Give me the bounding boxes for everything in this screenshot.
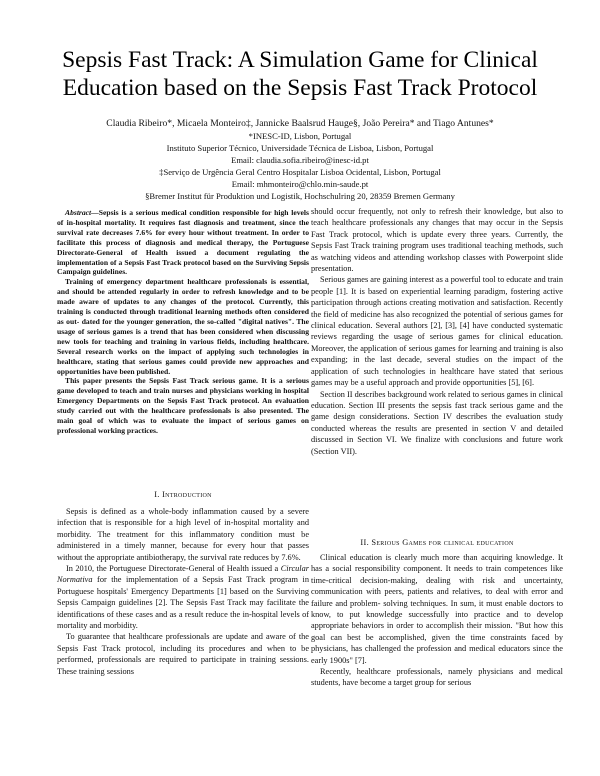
right-paragraph-3: Section II describes background work related to serious games in clinical education. Section III presents the sepsis fast track serious game and the game design considerations. Section IV describes the evaluation study conducted whereas the results are presented in section V and detailed discussed in Section VI. We finalize with conclusions and future work (Section VII). <box>311 389 563 456</box>
section2-paragraph-1: Clinical education is clearly much more than acquiring knowledge. It has a social responsibility component. It needs to train competences like time-critical decision-making, dealing with risk and uncertainty, communication with peers, patients and relatives, to deal with error and failure and problem- solving techniques. In sum, it must enable doctors to know, to put knowledge successfully into practice and to develop appropriate behaviors in order to accomplish their mission. "But how this goal can best be accomplished, given the time constraints faced by physicians, has challenged the profession and medical educators since the early 1900s" [7]. <box>311 553 563 665</box>
left-column <box>57 208 309 436</box>
right-column <box>311 206 563 457</box>
intro-paragraph-2 <box>57 563 309 631</box>
affiliation-chlo: ‡Serviço de Urgência Geral Centro Hospitalar Lisboa Ocidental, Lisbon, Portugal <box>159 167 441 177</box>
author-list: Claudia Ribeiro*, Micaela Monteiro‡, Jannicke Baalsrud Hauge§, João Pereira* and Tiago Antunes* <box>106 118 494 129</box>
abstract-paragraph-3: This paper presents the Sepsis Fast Track serious game. It is a serious game developed to teach and train nurses and physicians working in hospital Emergency Departments on the Sepsis Fast Track protocol. An evaluation study carried out with the healthcare professionals is also presented. The main goal of which was to evaluate the impact of serious games on professional working practices. <box>57 376 309 435</box>
intro-p2-end: for the implementation of a Sepsis Fast Track program in Portuguese hospitals' Emergency Departments [1] based on the Surviving Sepsis Campaign guidelines [2]. The Sepsis Fast Track may facilitate the identifications of these cases and as a result reduce the in-hospital levels of mortality and morbidity. <box>57 575 309 631</box>
abstract-label: Abstract <box>65 208 92 217</box>
email-ribeiro: Email: claudia.sofia.ribeiro@inesc-id.pt <box>231 155 369 165</box>
affiliation-bremen: §Bremer Institut für Produktion und Logistik, Hochschulring 20, 28359 Bremen Germany <box>145 191 455 201</box>
abstract-paragraph-2: Training of emergency department healthcare professionals is essential, and should be attended regularly in order to refresh knowledge and to be made aware of updates to any changes of the protocol. Currently, this training is conducted through traditional learning methods often considered as out- dated for the younger generation, the so-called "digital natives". The usage of serious games is a trend that has been considered when discussing new tools for teaching and training in various fields, including healthcare. Several research works on the impact of applying such technologies in healthcare, stating that serious games could provide new approaches and opportunities have been published. <box>57 277 309 376</box>
title-line-2: Education based on the Sepsis Fast Track Protocol <box>62 75 538 101</box>
intro-p2-start: In 2010, the Portuguese Directorate-General of Health issued a <box>66 564 281 574</box>
left-column-introduction <box>57 489 309 677</box>
paper-title <box>30 46 570 102</box>
right-column-section-2 <box>311 537 563 689</box>
section2-paragraph-2: Recently, healthcare professionals, namely physicians and medical students, have become a target group for serious <box>311 667 563 688</box>
affiliation-ist: Instituto Superior Técnico, Universidade Técnica de Lisboa, Lisbon, Portugal <box>166 143 434 153</box>
abstract-paragraph-1 <box>57 208 309 277</box>
circular-normativa-term: Circular Normativa <box>57 564 309 585</box>
intro-paragraph-1: Sepsis is defined as a whole-body inflammation caused by a severe infection that is responsible for a high level of in-hospital mortality and morbidity. The treatment for this inflammatory condition must be administered in a timely manner, because for every hour that passes without the appropriate antibiotherapy, the survival rate reduces by 7.6%. <box>57 507 309 562</box>
email-monteiro: Email: mhmonteiro@chlo.min-saude.pt <box>231 179 369 189</box>
affiliation-inesc: *INESC-ID, Lisbon, Portugal <box>248 131 352 141</box>
right-paragraph-2: Serious games are gaining interest as a powerful tool to educate and train people [1]. It is based on experiential learning paradigm, fostering active participation through actions creating motivation and satisfaction. Recently the field of medicine has also recognized the potential of serious games for clinical education. Several authors [2], [3], [4] have conducted systematic reviews regarding the usage of serious games for clinical education. Moreover, the application of serious games for learning and training is also expanding; in the last decade, several studies on the impact of the application of such technologies in healthcare have stated that serious games may be a useful approach and provide opportunities [5], [6]. <box>311 275 563 388</box>
right-paragraph-1: should occur frequently, not only to refresh their knowledge, but also to teach healthcare professionals any changes that may occur in the Sepsis Fast Track protocol, which is update every three years. Currently, the Sepsis Fast Track training program uses traditional teaching methods, such as watching videos and attending workshop classes with Powerpoint slide presentation. <box>311 207 563 274</box>
intro-paragraph-3: To guarantee that healthcare professionals are update and aware of the Sepsis Fast Track protocol, including its procedures and when to be performed, professionals are required to participate in training sessions. These training sessions <box>57 632 309 676</box>
abstract-text-1: —Sepsis is a serious medical condition responsible for high levels of in-hospital mortality. It requires fast diagnosis and treatment, since the survival rate decreases 7.6% for every hour without treatment. In order to facilitate this process of diagnosis and medical therapy, the Portuguese Directorate-General of Health issued a document regulating the implementation of a Sepsis Fast Track protocol based on the Surviving Sepsis Campaign guidelines. <box>57 208 309 277</box>
title-line-1: Sepsis Fast Track: A Simulation Game for Clinical <box>62 47 538 73</box>
section-heading-serious-games: II. Serious Games for clinical education <box>360 538 514 547</box>
section-heading-introduction: I. Introduction <box>154 490 212 499</box>
